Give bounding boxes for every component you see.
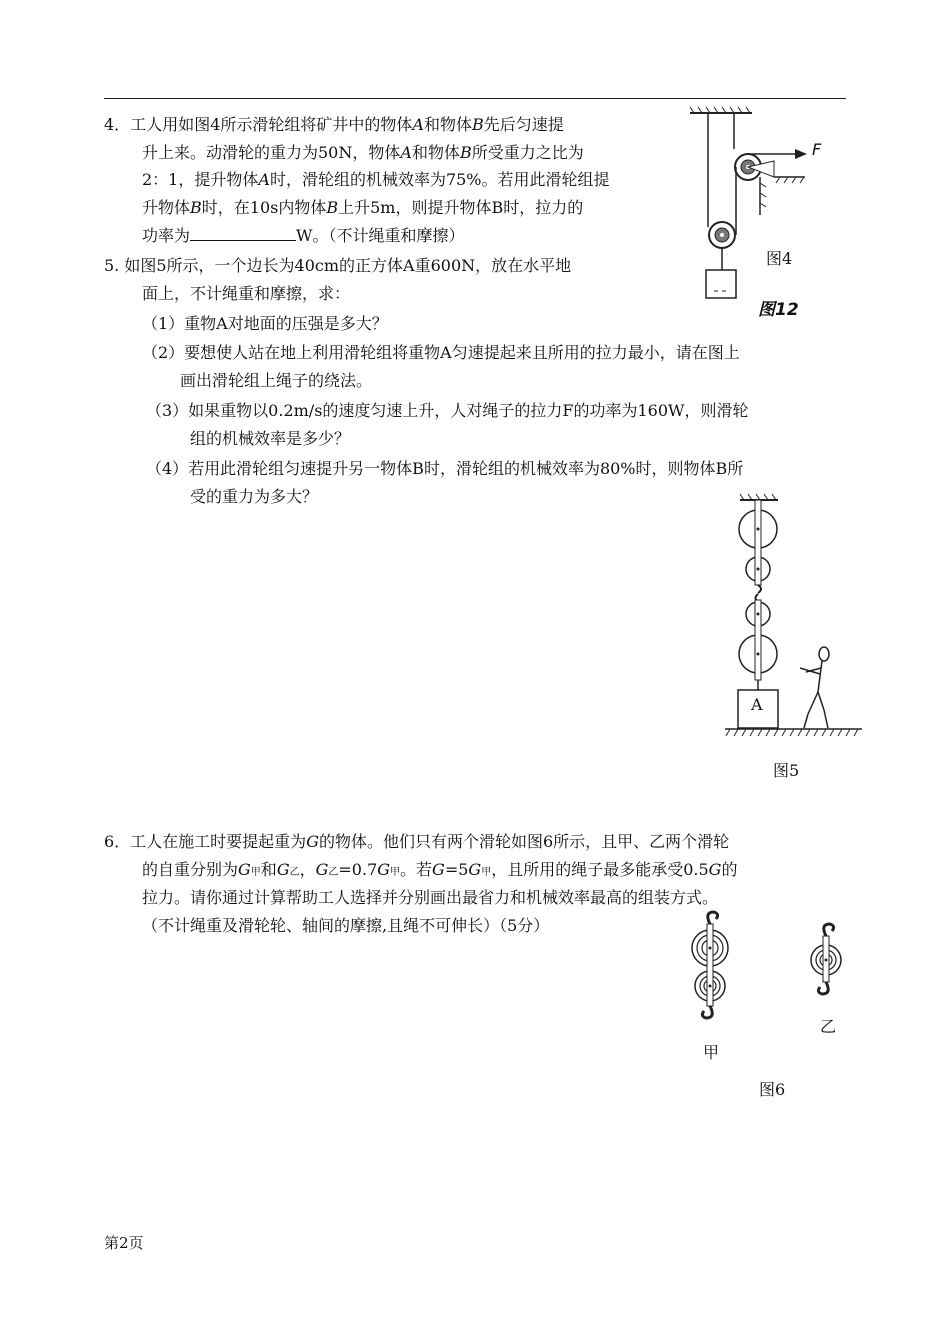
q4-line-3: 2：1，提升物体A时，滑轮组的机械效率为75%。若用此滑轮组提	[142, 170, 610, 189]
q5-sub-2a: （2）要想使人站在地上利用滑轮组将重物A匀速提起来且所用的拉力最小，请在图上	[142, 343, 740, 362]
q5-sub-3a: （3）如果重物以0.2m/s的速度匀速上升，人对绳子的拉力F的功率为160W，则滑轮	[146, 401, 749, 420]
figure-4-caption: 图4	[766, 249, 793, 268]
answer-blank	[190, 224, 296, 241]
page-number: 第2页	[104, 1234, 144, 1252]
figure-6-label-jia: 甲	[703, 1043, 720, 1062]
q5-sub-3b: 组的机械效率是多少？	[190, 429, 351, 448]
q5-sub-2b: 画出滑轮组上绳子的绕法。	[180, 371, 373, 390]
q5-line-2: 面上，不计绳重和摩擦，求：	[142, 284, 351, 303]
q6-line-3: 拉力。请你通过计算帮助工人选择并分别画出最省力和机械效率最高的组装方式。	[142, 888, 719, 907]
header-rule	[104, 98, 846, 99]
figure-6-caption: 图6	[759, 1080, 786, 1099]
figure-12-caption: 图12	[758, 300, 799, 320]
q4-line-4: 升物体B时，在10s内物体B上升5m，则提升物体B时，拉力的	[142, 198, 584, 217]
figure-5-caption: 图5	[773, 761, 800, 780]
q5-line-1: 5. 如图5所示，一个边长为40cm的正方体A重600N，放在水平地	[104, 256, 572, 275]
q6-line-2: 的自重分别为G甲和G乙，G乙=0.7G甲。若G=5G甲，且所用的绳子最多能承受0.5G的	[142, 860, 738, 879]
figure-6-label-yi: 乙	[820, 1017, 837, 1036]
figure-5-block-label: A	[751, 695, 763, 714]
figure-6-pulley-yi	[806, 922, 846, 1002]
q5-sub-4b: 受的重力为多大？	[190, 487, 319, 506]
figure-6-pulley-jia	[685, 910, 735, 1030]
stick-figure-person	[800, 647, 829, 728]
q5-sub-1: （1）重物A对地面的压强是多大？	[142, 314, 388, 333]
q4-line-1: 4．工人用如图4所示滑轮组将矿井中的物体A和物体B先后匀速提	[104, 115, 564, 134]
force-label: F	[812, 140, 822, 159]
figure-4-pulley-diagram	[680, 105, 850, 305]
q6-line-1: 6．工人在施工时要提起重为G的物体。他们只有两个滑轮如图6所示，且甲、乙两个滑轮	[104, 832, 730, 851]
q6-line-4: （不计绳重及滑轮轮、轴间的摩擦,且绳不可伸长）（5分）	[142, 916, 550, 935]
q4-line-5: 功率为 W。（不计绳重和摩擦）	[142, 226, 465, 245]
figure-5-pulley-diagram	[720, 492, 870, 742]
q5-sub-4a: （4）若用此滑轮组匀速提升另一物体B时，滑轮组的机械效率为80%时，则物体B所	[146, 459, 744, 478]
q4-line-2: 升上来。动滑轮的重力为50N，物体A和物体B所受重力之比为	[142, 143, 584, 162]
